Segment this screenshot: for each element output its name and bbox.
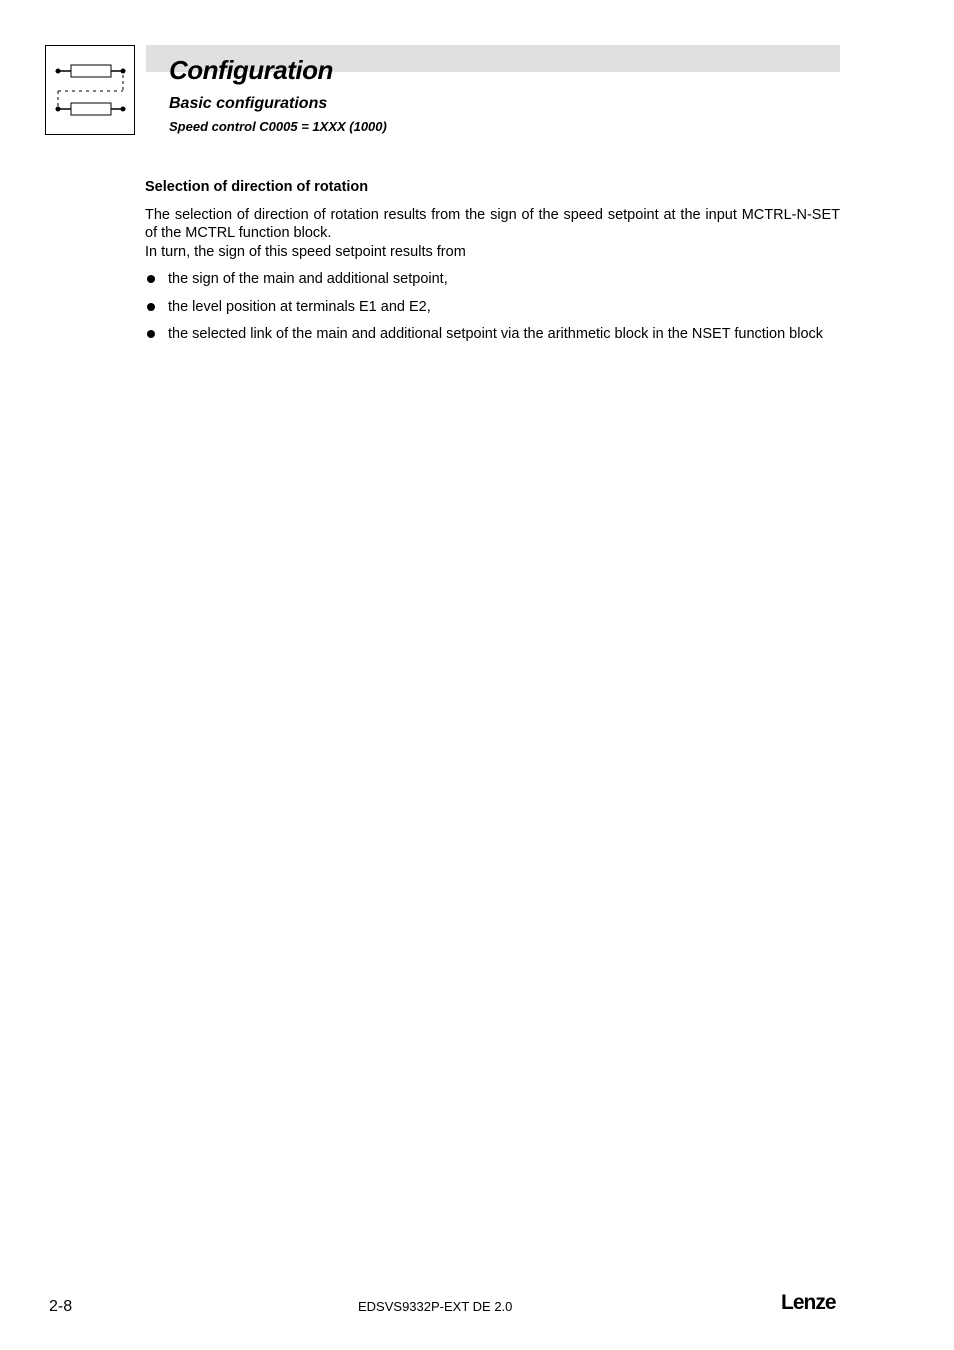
subsection-title: Speed control C0005 = 1XXX (1000) [169,119,387,134]
content-heading: Selection of direction of rotation [145,179,369,195]
brand-logo: Lenze [781,1291,836,1314]
list-item-text: the selected link of the main and additional setpoint via the arithmetic block in the NSET function block [168,326,824,342]
bullet-dot-icon [147,330,155,338]
chapter-icon-box [45,45,135,135]
page-number: 2-8 [49,1298,73,1315]
main-content [145,178,840,353]
paragraph-1: The selection of direction of rotation results from the sign of the speed setpoint at the input MCTRL-N-SET of the MCTRL function block. [145,206,840,241]
paragraph-2: In turn, the sign of this speed setpoint results from [145,243,466,260]
bullet-dot-icon [147,275,155,283]
section-title: Basic configurations [169,95,328,112]
list-item [145,325,840,344]
list-item-text: the level position at terminals E1 and E2, [168,298,431,315]
list-item-text: the sign of the main and additional setpoint, [168,271,448,287]
document-id: EDSVS9332P-EXT DE 2.0 [358,1299,513,1314]
list-item [145,270,840,289]
chapter-title: Configuration [169,55,333,85]
configuration-blocks-icon [46,46,134,134]
bullet-dot-icon [147,303,155,311]
bullet-list [145,270,840,344]
list-item [145,298,840,317]
